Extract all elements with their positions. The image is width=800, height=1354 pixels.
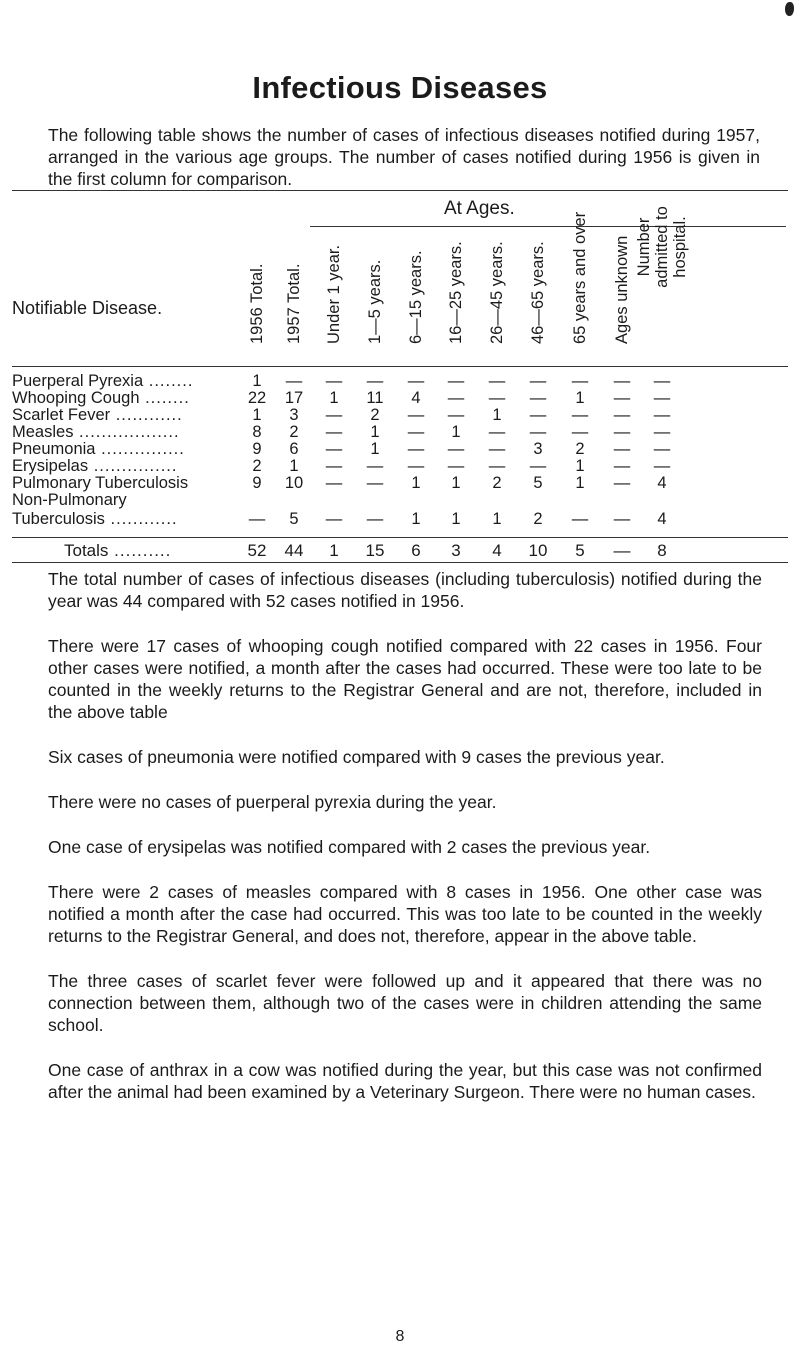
- column-header-label: 65 years and over: [571, 211, 589, 344]
- table-cell: 22: [247, 389, 267, 407]
- table-cell: 1: [329, 541, 339, 560]
- table-cell: —: [366, 510, 384, 528]
- table-row: [12, 389, 792, 407]
- table-cell: 52: [247, 541, 267, 560]
- table-cell: 1: [575, 389, 585, 407]
- table-cell: 1: [451, 474, 461, 492]
- column-header-label: 46—65 years.: [529, 241, 547, 344]
- body-paragraph: The total number of cases of infectious diseases (including tuberculosis) notified during the year was 44 compared with 52 cases notified in 1956.: [48, 569, 762, 611]
- table-cell: 1: [252, 372, 262, 390]
- disease-name: [12, 440, 185, 458]
- leader-dots: ........: [143, 372, 194, 390]
- table-row: [12, 510, 792, 528]
- table-cell: —: [447, 406, 465, 424]
- column-header-label: 1957 Total.: [285, 263, 303, 344]
- table-cell: 3: [289, 406, 299, 424]
- table-cell: 44: [284, 541, 304, 560]
- table-cell: 4: [657, 510, 667, 528]
- table-cell: 9: [252, 474, 262, 492]
- disease-name-text: Scarlet Fever: [12, 406, 111, 424]
- table-cell: 2: [492, 474, 502, 492]
- body-paragraphs: [48, 568, 762, 1126]
- disease-name: [12, 372, 193, 390]
- disease-name: [12, 474, 188, 492]
- table-cell: —: [248, 510, 266, 528]
- table-cell: 1: [451, 510, 461, 528]
- table-cell: —: [407, 423, 425, 441]
- table-cell: —: [571, 510, 589, 528]
- totals-top-rule: [12, 537, 788, 538]
- table-cell: 3: [451, 541, 461, 560]
- column-header-label: 1—5 years.: [366, 259, 384, 344]
- column-header: [322, 232, 346, 362]
- table-cell: 1: [451, 423, 461, 441]
- table-cell: 2: [370, 406, 380, 424]
- body-paragraph: One case of anthrax in a cow was notified during the year, but this case was not confirmed after the animal had been examined by a Veterinary Surgeon. There were no human cases.: [48, 1060, 762, 1102]
- table-cell: 3: [533, 440, 543, 458]
- page-number: 8: [395, 1328, 405, 1345]
- disease-name: [12, 423, 180, 441]
- column-header-label: 26—45 years.: [488, 241, 506, 344]
- leader-dots: ............: [104, 510, 178, 528]
- column-header: [404, 232, 428, 362]
- table-cell: —: [613, 372, 631, 390]
- table-cell: —: [447, 372, 465, 390]
- table-cell: —: [325, 406, 343, 424]
- table-cell: —: [325, 440, 343, 458]
- disease-name: [12, 389, 190, 407]
- table-cell: 4: [492, 541, 502, 560]
- table-cell: 1: [575, 474, 585, 492]
- table-cell: —: [325, 372, 343, 390]
- disease-name-text: Pneumonia: [12, 440, 96, 458]
- table-cell: —: [613, 440, 631, 458]
- table-row: [12, 457, 792, 475]
- column-header-label: 6—15 years.: [407, 250, 425, 344]
- table-cell: —: [529, 372, 547, 390]
- disease-name-text: Tuberculosis: [12, 510, 105, 528]
- table-cell: —: [407, 440, 425, 458]
- disease-name-text: Pulmonary Tuberculosis: [12, 474, 189, 492]
- column-header-label: Number admitted to hospital.: [635, 206, 689, 288]
- intro-paragraph: The following table shows the number of cases of infectious diseases notified during 1957, arranged in the various age groups. The number of cases notified during 1956 is given in the first column for comparison.: [48, 125, 760, 189]
- table-cell: 15: [365, 541, 385, 560]
- table-cell: 10: [528, 541, 548, 560]
- disease-name: [64, 542, 171, 560]
- column-header: [245, 232, 269, 362]
- table-cell: —: [325, 474, 343, 492]
- table-row: [12, 491, 792, 509]
- table-cell: 2: [533, 510, 543, 528]
- table-cell: 4: [411, 389, 421, 407]
- table-cell: 6: [411, 541, 421, 560]
- table-cell: 1: [370, 440, 380, 458]
- table-row: [12, 423, 792, 441]
- table-cell: —: [407, 457, 425, 475]
- leader-dots: ............: [110, 406, 183, 424]
- at-ages-rule: [310, 226, 786, 227]
- table-cell: 10: [284, 474, 304, 492]
- table-cell: —: [488, 372, 506, 390]
- body-paragraph: There were no cases of puerperal pyrexia during the year.: [48, 792, 497, 812]
- table-cell: 6: [289, 440, 299, 458]
- body-paragraph: There were 17 cases of whooping cough notified compared with 22 cases in 1956. Four other cases were notified, a month after the cases had occurred. These were too late to be counted in the weekly returns to the Registrar General and are not, therefore, included in the above table: [48, 636, 762, 722]
- table-row: [12, 474, 792, 492]
- table-cell: —: [653, 440, 671, 458]
- table-cell: —: [571, 372, 589, 390]
- table-cell: 1: [411, 474, 421, 492]
- disease-name: [12, 510, 178, 528]
- table-bottom-rule: [12, 562, 788, 563]
- leader-dots: ..........: [108, 541, 172, 560]
- column-header: [363, 232, 387, 362]
- table-cell: —: [488, 440, 506, 458]
- disease-name: [12, 491, 127, 509]
- table-cell: 11: [366, 389, 384, 407]
- table-cell: —: [447, 440, 465, 458]
- column-header-label: 16—25 years.: [447, 241, 465, 344]
- table-cell: 1: [289, 457, 299, 475]
- leader-dots: ........: [139, 389, 190, 407]
- table-cell: —: [571, 406, 589, 424]
- column-header: [568, 211, 592, 362]
- column-header: [282, 232, 306, 362]
- table-cell: 1: [575, 457, 585, 475]
- table-row: [12, 372, 792, 390]
- column-header-label: Ages unknown: [613, 235, 631, 344]
- table-cell: —: [325, 457, 343, 475]
- column-header: [610, 232, 634, 362]
- column-header-label: Under 1 year.: [325, 244, 343, 344]
- disease-name-text: Erysipelas: [12, 457, 89, 475]
- body-paragraph: There were 2 cases of measles compared with 8 cases in 1956. One other case was notified a month after the case had occurred. This was too late to be counted in the weekly returns to the Registrar General, and does not, therefore, appear in the above table.: [48, 882, 762, 946]
- table-cell: —: [613, 541, 631, 560]
- table-cell: —: [366, 474, 384, 492]
- table-cell: 8: [657, 541, 667, 560]
- disease-name: [12, 406, 183, 424]
- at-ages-header: At Ages.: [444, 198, 515, 219]
- leader-dots: ..................: [73, 423, 180, 441]
- leader-dots: ...............: [95, 440, 185, 458]
- table-cell: —: [407, 372, 425, 390]
- table-cell: 5: [289, 510, 299, 528]
- table-cell: 5: [533, 474, 543, 492]
- table-cell: —: [613, 457, 631, 475]
- header-bottom-rule: [12, 366, 788, 367]
- disease-name-text: Measles: [12, 423, 74, 441]
- table-cell: 9: [252, 440, 262, 458]
- table-cell: —: [653, 372, 671, 390]
- table-cell: —: [366, 372, 384, 390]
- table-cell: —: [488, 423, 506, 441]
- table-cell: —: [613, 510, 631, 528]
- disease-name-text: Non-Pulmonary: [12, 491, 127, 509]
- table-cell: 5: [575, 541, 585, 560]
- table-cell: 2: [575, 440, 585, 458]
- column-header: [444, 232, 468, 362]
- column-header-label: 1956 Total.: [248, 263, 266, 344]
- body-paragraph: Six cases of pneumonia were notified compared with 9 cases the previous year.: [48, 747, 665, 767]
- page-title: Infectious Diseases: [252, 70, 548, 105]
- disease-column-header: Notifiable Disease.: [12, 298, 163, 318]
- table-cell: —: [613, 474, 631, 492]
- table-cell: —: [571, 423, 589, 441]
- table-cell: —: [407, 406, 425, 424]
- disease-name-text: Totals: [64, 541, 109, 560]
- table-cell: 4: [657, 474, 667, 492]
- table-cell: 2: [289, 423, 299, 441]
- body-paragraph: The three cases of scarlet fever were followed up and it appeared that there was no connection between them, although two of the cases were in children attending the same school.: [48, 971, 762, 1035]
- table-cell: —: [529, 389, 547, 407]
- table-row: [12, 440, 792, 458]
- table-cell: —: [653, 389, 671, 407]
- disease-name-text: Whooping Cough: [12, 389, 140, 407]
- table-cell: —: [613, 423, 631, 441]
- table-cell: —: [488, 457, 506, 475]
- table-cell: 8: [252, 423, 262, 441]
- table-cell: 1: [370, 423, 380, 441]
- totals-row: [12, 542, 792, 560]
- table-cell: —: [653, 423, 671, 441]
- column-header: [635, 206, 689, 362]
- column-header: [526, 232, 550, 362]
- table-cell: —: [653, 457, 671, 475]
- body-paragraph: One case of erysipelas was notified compared with 2 cases the previous year.: [48, 837, 651, 857]
- disease-name-text: Puerperal Pyrexia: [12, 372, 144, 390]
- leader-dots: ...............: [88, 457, 178, 475]
- table-cell: 2: [252, 457, 262, 475]
- table-cell: 17: [284, 389, 304, 407]
- ink-blot: [785, 2, 794, 16]
- table-cell: —: [325, 510, 343, 528]
- table-cell: —: [488, 389, 506, 407]
- table-cell: —: [529, 457, 547, 475]
- table-cell: 1: [492, 510, 502, 528]
- table-cell: —: [447, 389, 465, 407]
- table-cell: —: [529, 406, 547, 424]
- table-cell: —: [613, 389, 631, 407]
- table-cell: —: [366, 457, 384, 475]
- table-cell: 1: [252, 406, 262, 424]
- table-cell: —: [285, 372, 303, 390]
- table-cell: 1: [329, 389, 339, 407]
- column-header: [485, 232, 509, 362]
- disease-name: [12, 457, 177, 475]
- table-cell: —: [447, 457, 465, 475]
- table-cell: —: [613, 406, 631, 424]
- table-cell: —: [529, 423, 547, 441]
- table-row: [12, 406, 792, 424]
- table-cell: —: [325, 423, 343, 441]
- table-cell: 1: [492, 406, 502, 424]
- table-cell: —: [653, 406, 671, 424]
- table-cell: 1: [411, 510, 421, 528]
